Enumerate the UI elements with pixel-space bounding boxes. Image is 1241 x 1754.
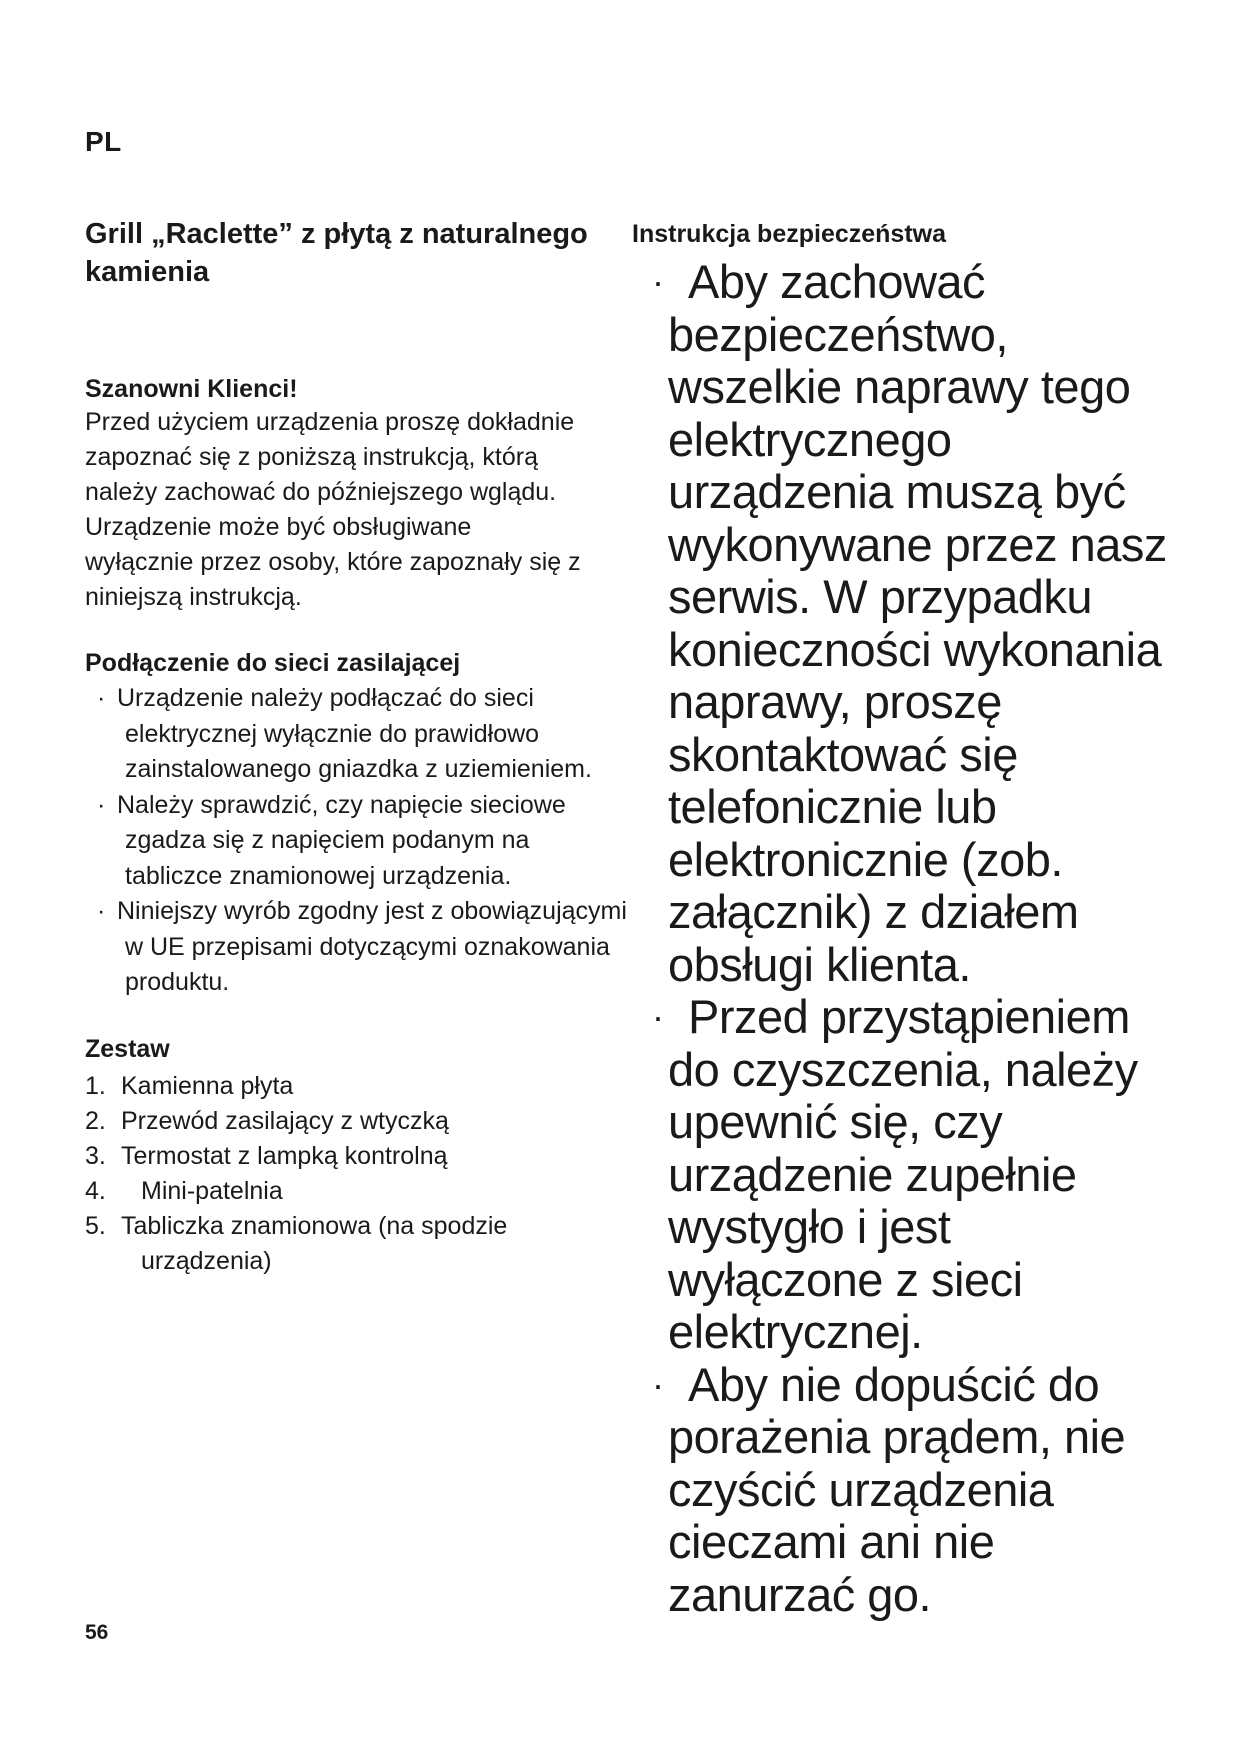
list-item-text: Termostat z lampką kontrolną — [121, 1141, 448, 1170]
list-item — [632, 991, 1168, 1359]
list-item-number: 5. — [85, 1211, 106, 1240]
safety-list — [632, 256, 1192, 1621]
list-item-text: Kamienna płyta — [121, 1071, 294, 1100]
list-item-text: Przewód zasilający z wtyczką — [121, 1106, 449, 1135]
bullet-icon: · — [652, 1363, 664, 1405]
list-item — [632, 1359, 1168, 1622]
document-title: Grill „Raclette” z płytą z naturalnego kamienia — [85, 218, 588, 288]
list-item — [85, 894, 627, 1001]
bullet-icon: · — [652, 261, 664, 302]
list-item-number: 3. — [85, 1141, 106, 1170]
list-item-number: 2. — [85, 1106, 106, 1135]
list-item-text: Mini-patelnia — [141, 1176, 283, 1205]
list-item-text: Tabliczka znamionowa (na spodzie — [121, 1211, 508, 1240]
bullet-icon: · — [97, 684, 106, 712]
kit-heading: Zestaw — [85, 1034, 170, 1063]
greeting-heading: Szanowni Klienci! — [85, 375, 298, 403]
power-connection-heading: Podłączenie do sieci zasilającej — [85, 649, 461, 677]
list-item — [85, 1139, 591, 1174]
language-code: PL — [85, 126, 122, 157]
list-item — [85, 1104, 591, 1139]
list-item — [85, 1069, 591, 1104]
bullet-icon: · — [97, 790, 106, 819]
power-connection-list — [85, 681, 625, 1001]
list-item — [632, 256, 1168, 991]
safety-heading: Instrukcja bezpieczeństwa — [632, 220, 947, 248]
bullet-icon: · — [97, 897, 106, 925]
list-item-text: Aby zachować bezpieczeństwo, wszelkie naprawy tego elektrycznego urządzenia muszą być wykonywane przez nasz serwis. W przypadku konieczności wykonania naprawy, proszę skontaktować się telefonicznie lub elektronicznie (zob. załącznik) z działem obsługi klienta. — [668, 255, 1167, 991]
page-number: 56 — [85, 1621, 109, 1644]
right-column — [632, 218, 1192, 1621]
list-item — [85, 681, 627, 788]
bullet-icon: · — [652, 996, 664, 1037]
list-item — [85, 1209, 591, 1279]
list-item-number: 1. — [85, 1071, 106, 1100]
left-column — [85, 215, 625, 1279]
list-item-text: Należy sprawdzić, czy napięcie sieciowe zgadza się z napięciem podanym na tabliczce znamionowej urządzenia. — [117, 790, 566, 890]
list-item — [85, 1174, 591, 1209]
list-item — [85, 788, 627, 895]
list-item-number: 4. — [85, 1176, 106, 1205]
kit-list — [85, 1069, 625, 1279]
list-item-text: Aby nie dopuścić do porażenia prądem, nie czyścić urządzenia cieczami ani nie zanurzać go. — [668, 1357, 1126, 1621]
list-item-text: Przed przystąpieniem do czyszczenia, należy upewnić się, czy urządzenie zupełnie wystygło i jest wyłączone z sieci elektrycznej. — [668, 990, 1138, 1358]
list-item-text-continued: urządzenia) — [141, 1246, 272, 1275]
greeting-body: Przed użyciem urządzenia proszę dokładnie zapoznać się z poniższą instrukcją, którą należy zachować do późniejszego wglądu. Urządzenie może być obsługiwane wyłącznie przez osoby, które zapoznały się z niniejszą instrukcją. — [85, 408, 581, 611]
list-item-text: Niniejszy wyrób zgodny jest z obowiązującymi w UE przepisami dotyczącymi oznakowania produktu. — [117, 897, 627, 996]
list-item-text: Urządzenie należy podłączać do sieci elektrycznej wyłącznie do prawidłowo zainstalowanego gniazdka z uziemieniem. — [117, 684, 592, 783]
list-item-text-wrapper — [121, 1209, 591, 1279]
